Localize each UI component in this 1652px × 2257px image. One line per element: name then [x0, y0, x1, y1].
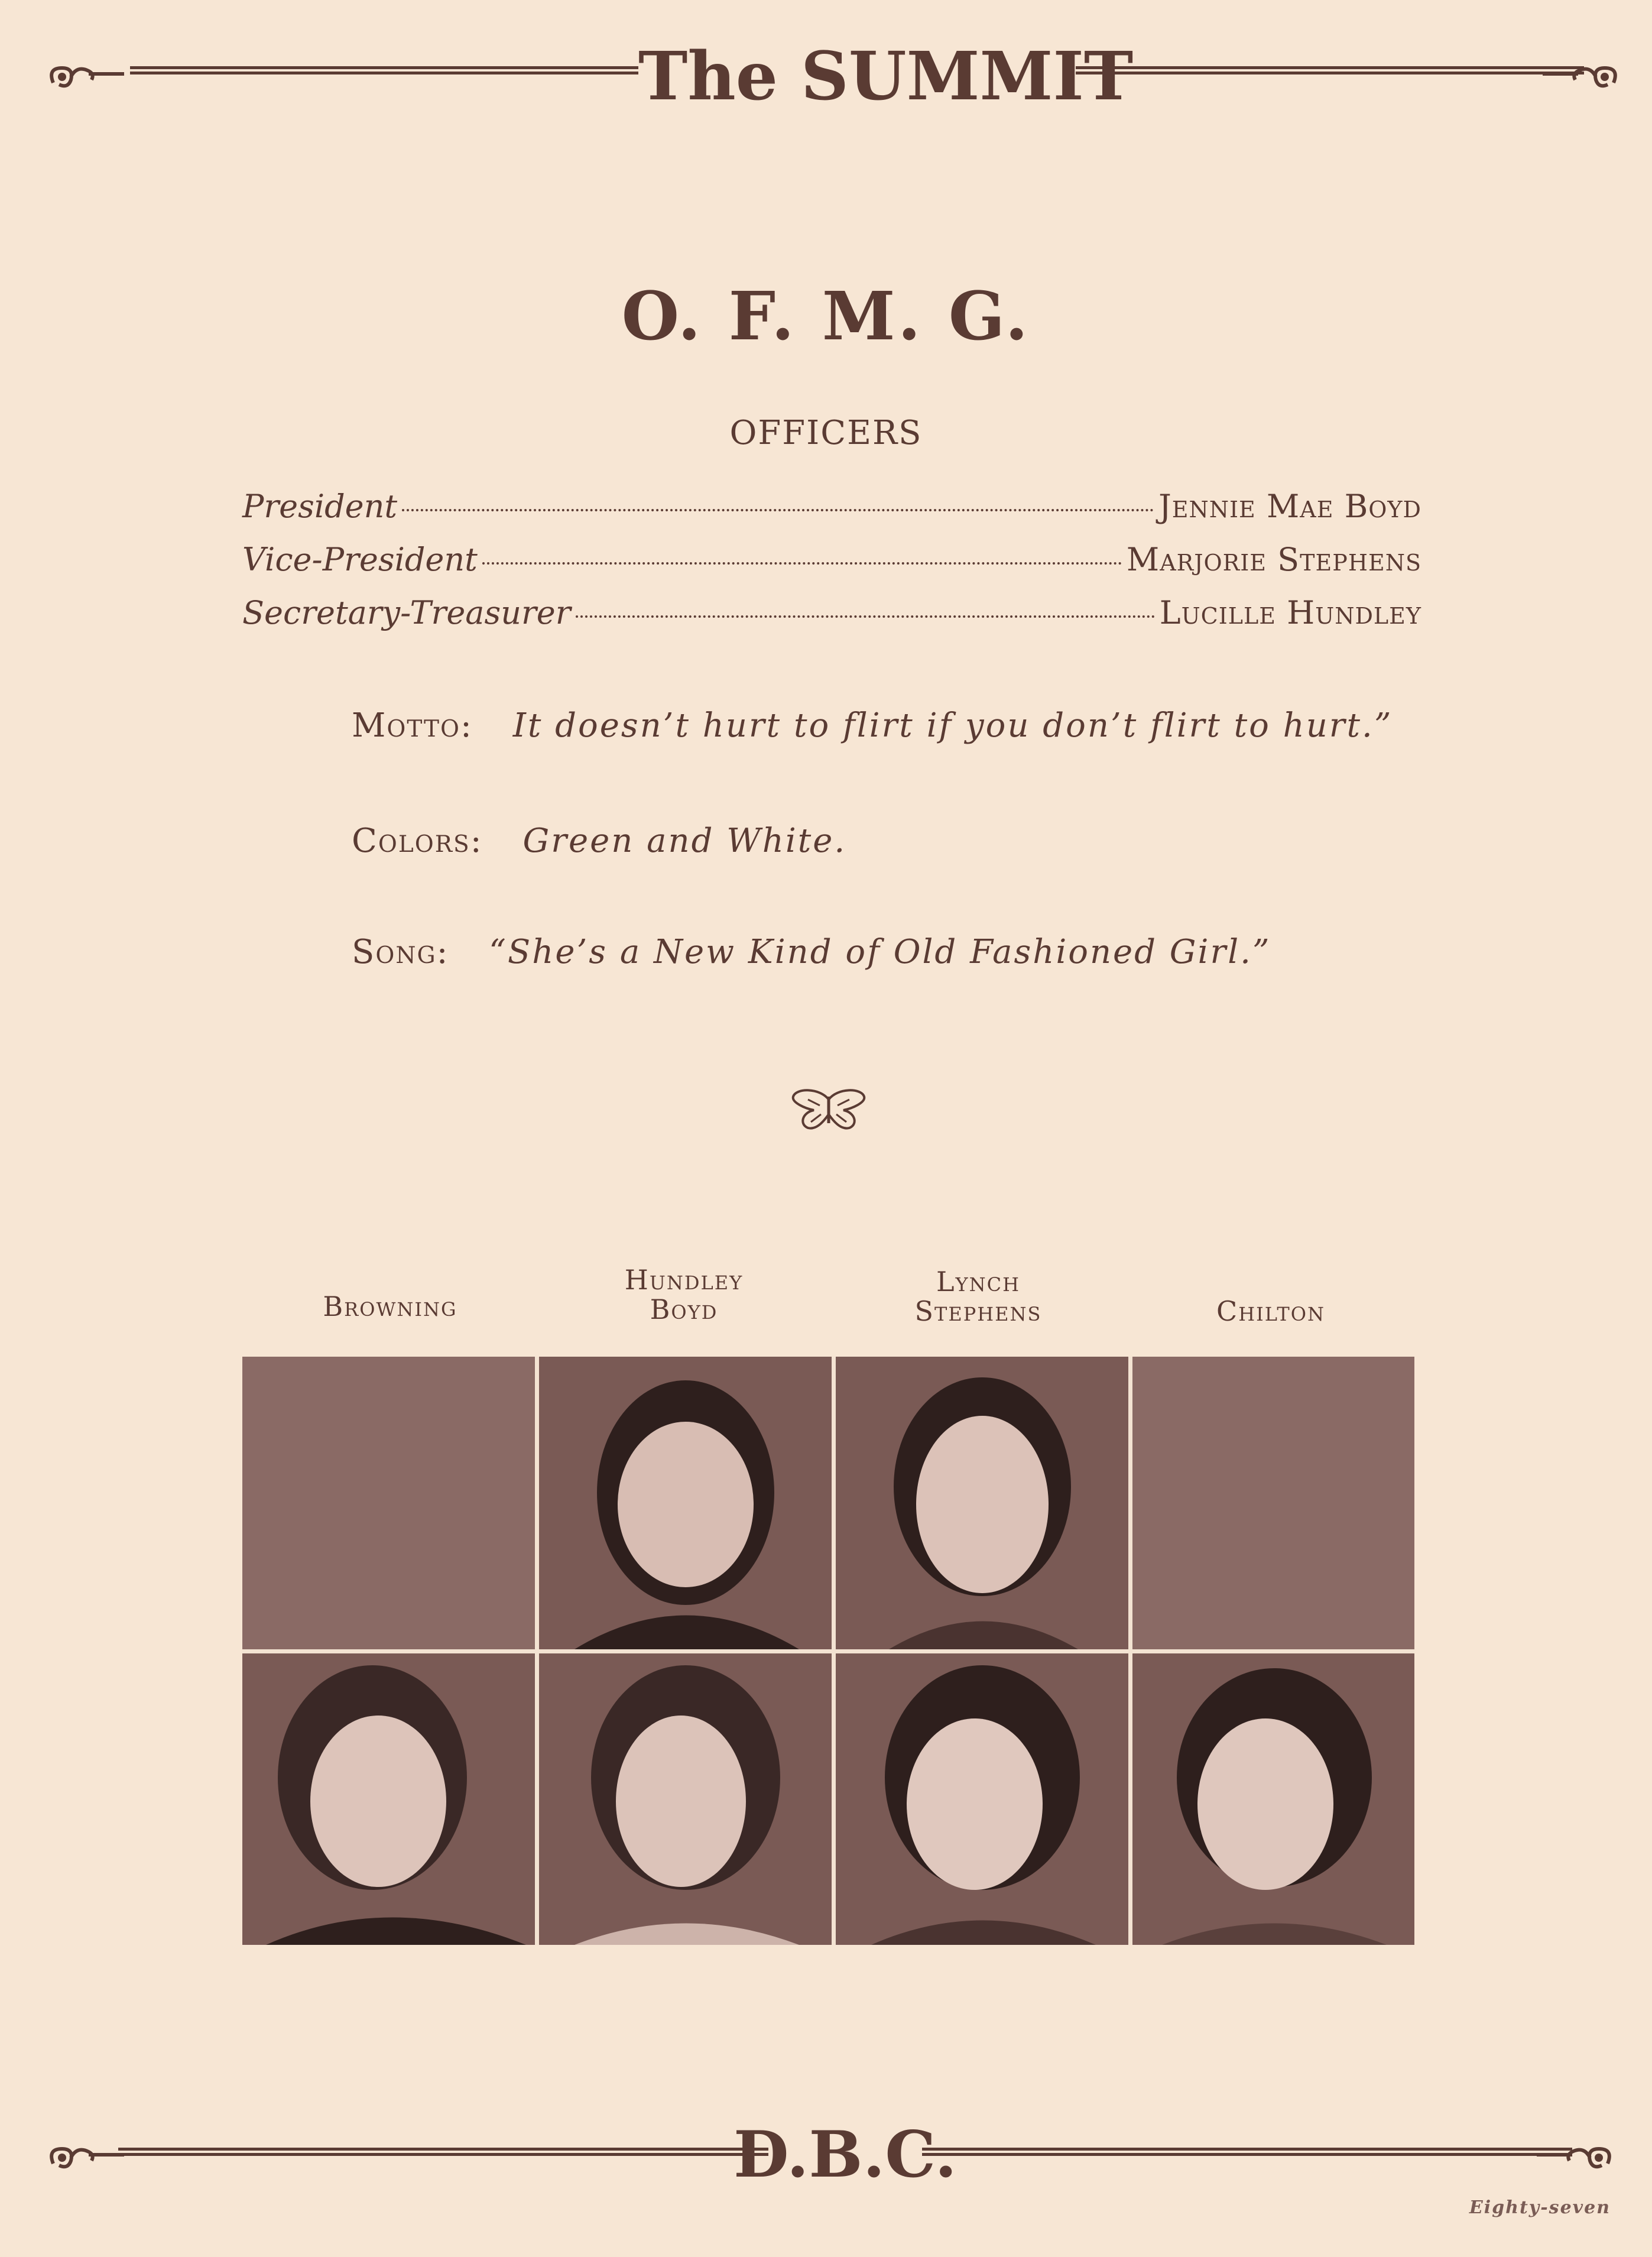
officer-role: President — [242, 488, 398, 525]
footer-rule-right — [922, 2148, 1572, 2156]
header-title: The SUMMIT — [638, 38, 1134, 115]
left-scroll-ornament — [41, 53, 124, 100]
caption-column-1 — [242, 1292, 538, 1321]
officer-role: Secretary-Treasurer — [242, 594, 571, 631]
caption-column-4 — [1123, 1296, 1419, 1326]
dot-leader — [402, 509, 1154, 511]
right-scroll-ornament — [1537, 2134, 1619, 2181]
portrait-grid — [242, 1357, 1414, 1945]
motto-value: It doesn’t hurt to flirt if you don’t flirt to hurt.” — [512, 706, 1393, 745]
portrait-photo — [836, 1653, 1128, 1945]
officer-row-vice-president — [242, 541, 1421, 588]
officer-name: Jennie Mae Boyd — [1158, 488, 1421, 525]
officer-role: Vice-President — [242, 541, 478, 578]
caption-line: Browning — [323, 1290, 457, 1322]
caption-line: Hundley — [624, 1264, 744, 1296]
colors-label: Colors: — [352, 822, 483, 860]
officer-row-president — [242, 488, 1421, 535]
footer-band — [41, 2113, 1625, 2196]
caption-line: Boyd — [650, 1293, 718, 1325]
officers-heading: OFFICERS — [729, 414, 923, 452]
portrait-photo — [836, 1357, 1128, 1649]
footer-rule-left — [118, 2148, 768, 2156]
header-rule-right — [1076, 66, 1584, 74]
officer-name: Lucille Hundley — [1159, 594, 1421, 631]
footer-title: D.B.C. — [733, 2117, 957, 2192]
caption-line: Chilton — [1216, 1295, 1325, 1327]
left-scroll-ornament — [41, 2134, 124, 2181]
organization-title: O. F. M. G. — [621, 278, 1031, 355]
officer-name: Marjorie Stephens — [1126, 541, 1421, 578]
right-scroll-ornament — [1543, 53, 1625, 100]
song-value: “She’s a New Kind of Old Fashioned Girl.” — [489, 933, 1271, 971]
portrait-photo — [539, 1653, 832, 1945]
dot-leader — [482, 562, 1122, 565]
empty-photo-slot — [1132, 1357, 1414, 1649]
empty-photo-slot — [242, 1357, 535, 1649]
motto-label: Motto: — [352, 706, 473, 745]
dot-leader — [576, 615, 1155, 618]
header-rule-left — [130, 66, 638, 74]
caption-line: Stephens — [914, 1295, 1042, 1327]
song-row — [352, 933, 1271, 971]
motto-row — [352, 706, 1393, 745]
butterfly-icon — [790, 1088, 867, 1132]
colors-value: Green and White. — [522, 822, 847, 860]
header-band — [41, 35, 1625, 118]
page-number: Eighty-seven — [1469, 2197, 1611, 2218]
caption-column-3 — [830, 1267, 1126, 1326]
caption-column-2 — [536, 1265, 832, 1324]
song-label: Song: — [352, 933, 449, 971]
colors-row — [352, 822, 846, 860]
portrait-photo — [1132, 1653, 1414, 1945]
portrait-photo — [242, 1653, 535, 1945]
caption-line: Lynch — [936, 1266, 1021, 1298]
officer-row-secretary-treasurer — [242, 594, 1421, 641]
portrait-photo — [539, 1357, 832, 1649]
